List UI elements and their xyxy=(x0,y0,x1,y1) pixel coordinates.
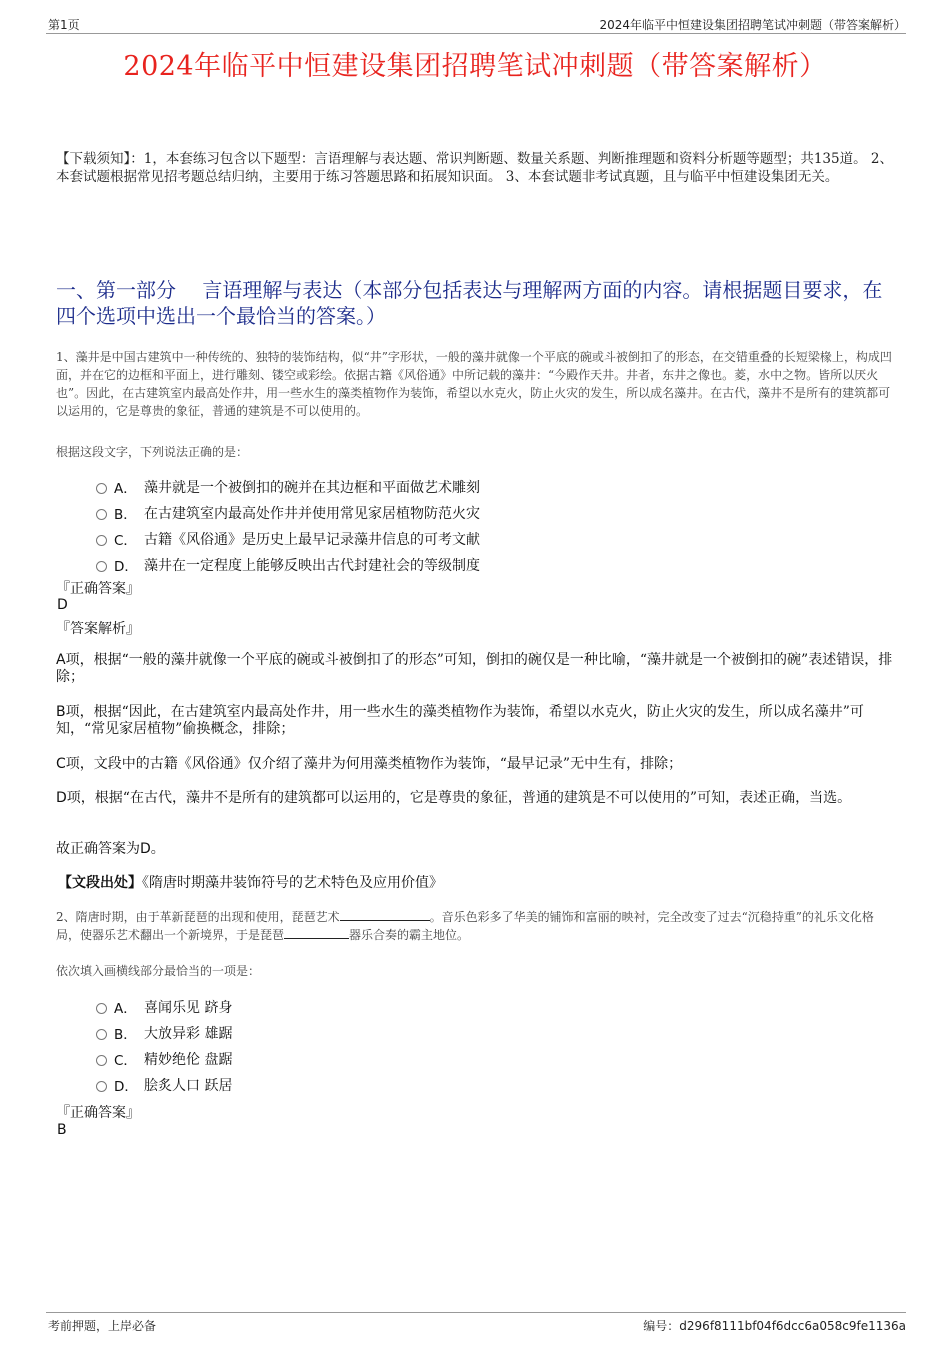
page-number: 第1页 xyxy=(48,18,80,32)
header-doc-title: 2024年临平中恒建设集团招聘笔试冲刺题（带答案解析） xyxy=(599,18,906,32)
answer-blank-2[interactable] xyxy=(284,927,349,939)
q1-analysis-b: B项，根据“因此，在古建筑室内最高处作井，用一些水生的藻类植物作为装饰，希望以水克火，防止火灾的发生，所以成名藻井”可知，“常见家居植物”偷换概念，排除； xyxy=(56,704,864,737)
document-title: 2024年临平中恒建设集团招聘笔试冲刺题（带答案解析） xyxy=(123,51,827,82)
q1-analysis-label: 『答案解析』 xyxy=(56,621,140,637)
footer-code: 编号：d296f8111bf04f6dcc6a058c9fe1136a xyxy=(643,1319,906,1333)
radio-icon[interactable] xyxy=(96,509,107,520)
q1-source: 【文段出处】《隋唐时期藻井装饰符号的艺术特色及应用价值》 xyxy=(58,875,443,891)
page-footer xyxy=(46,1312,906,1336)
download-notice: 【下载须知】：1，本套练习包含以下题型：言语理解与表达题、常识判断题、数量关系题、判断推理题和资料分析题等题型；共135道。 2、本套试题根据常见招考题总结归纳，主要用于练习答题思路和拓展知识面。 3、本套试题非考试真题，且与临平中恒建设集团无关。 xyxy=(56,151,893,185)
q2-answer: B xyxy=(57,1122,67,1138)
q2-option-c[interactable]: C． 精妙绝伦 盘踞 xyxy=(96,1049,796,1069)
footer-slogan: 考前押题，上岸必备 xyxy=(48,1319,157,1333)
radio-icon[interactable] xyxy=(96,1029,107,1040)
q2-option-a[interactable]: A． 喜闻乐见 跻身 xyxy=(96,997,796,1017)
radio-icon[interactable] xyxy=(96,535,107,546)
answer-blank-1[interactable] xyxy=(340,909,430,921)
radio-icon[interactable] xyxy=(96,1055,107,1066)
q1-option-c[interactable]: C． 古籍《风俗通》是历史上最早记录藻井信息的可考文献 xyxy=(96,529,796,549)
q1-analysis-d: D项，根据“在古代，藻井不是所有的建筑都可以运用的，它是尊贵的象征，普通的建筑是不可以使用的”可知，表述正确，当选。 xyxy=(56,790,852,806)
section-heading: 一、第一部分 言语理解与表达（本部分包括表达与理解两方面的内容。请根据题目要求，在四个选项中选出一个最恰当的答案。） xyxy=(56,278,883,328)
q1-analysis-c: C项，文段中的古籍《风俗通》仅介绍了藻井为何用藻类植物作为装饰，“最早记录”无中生有，排除； xyxy=(56,756,683,772)
question-1-prompt: 根据这段文字，下列说法正确的是： xyxy=(56,445,249,459)
radio-icon[interactable] xyxy=(96,561,107,572)
q1-answer: D xyxy=(57,597,68,613)
q2-option-d[interactable]: D． 脍炙人口 跃居 xyxy=(96,1075,796,1095)
page-header xyxy=(46,14,906,34)
q1-option-b[interactable]: B． 在古建筑室内最高处作井并使用常见家居植物防范火灾 xyxy=(96,503,796,523)
q1-answer-label: 『正确答案』 xyxy=(56,581,140,597)
question-1-text: 1、藻井是中国古建筑中一种传统的、独特的装饰结构，似“井”字形状，一般的藻井就像一个平底的碗或斗被倒扣了的形态，在交错重叠的长短梁椽上，构成凹面，并在它的边框和平面上，进行雕刻、镂空或彩绘。依据古籍《风俗通》中所记载的藻井：“今殿作天井。井者，东井之像也。菱，水中之物。皆所以厌火也”。因此，在古建筑室内最高处作井，用一些水生的藻类植物作为装饰，希望以水克火，防止火灾的发生，所以成名藻井。在古代，藻井不是所有的建筑都可以运用的，它是尊贵的象征，普通的建筑是不可以使用的。 xyxy=(56,350,892,418)
q1-option-d[interactable]: D． 藻井在一定程度上能够反映出古代封建社会的等级制度 xyxy=(96,555,796,575)
q2-answer-label: 『正确答案』 xyxy=(56,1105,140,1121)
question-2-prompt: 依次填入画横线部分最恰当的一项是： xyxy=(56,964,261,978)
q1-conclusion: 故正确答案为D。 xyxy=(56,841,165,857)
question-2-text: 2、隋唐时期，由于革新琵琶的出现和使用，琵琶艺术 。音乐色彩多了华美的铺饰和富丽的映衬，完全改变了过去“沉稳持重”的礼乐文化格局，使器乐艺术翻出一个新境界，于是琵琶 器乐合奏的霸主地位。 xyxy=(56,910,874,942)
q2-option-b[interactable]: B． 大放异彩 雄踞 xyxy=(96,1023,796,1043)
radio-icon[interactable] xyxy=(96,483,107,494)
radio-icon[interactable] xyxy=(96,1003,107,1014)
radio-icon[interactable] xyxy=(96,1081,107,1092)
q1-option-a[interactable]: A． 藻井就是一个被倒扣的碗并在其边框和平面做艺术雕刻 xyxy=(96,477,796,497)
q1-analysis-a: A项，根据“一般的藻井就像一个平底的碗或斗被倒扣了的形态”可知，倒扣的碗仅是一种比喻，“藻井就是一个被倒扣的碗”表述错误，排除； xyxy=(56,652,893,685)
